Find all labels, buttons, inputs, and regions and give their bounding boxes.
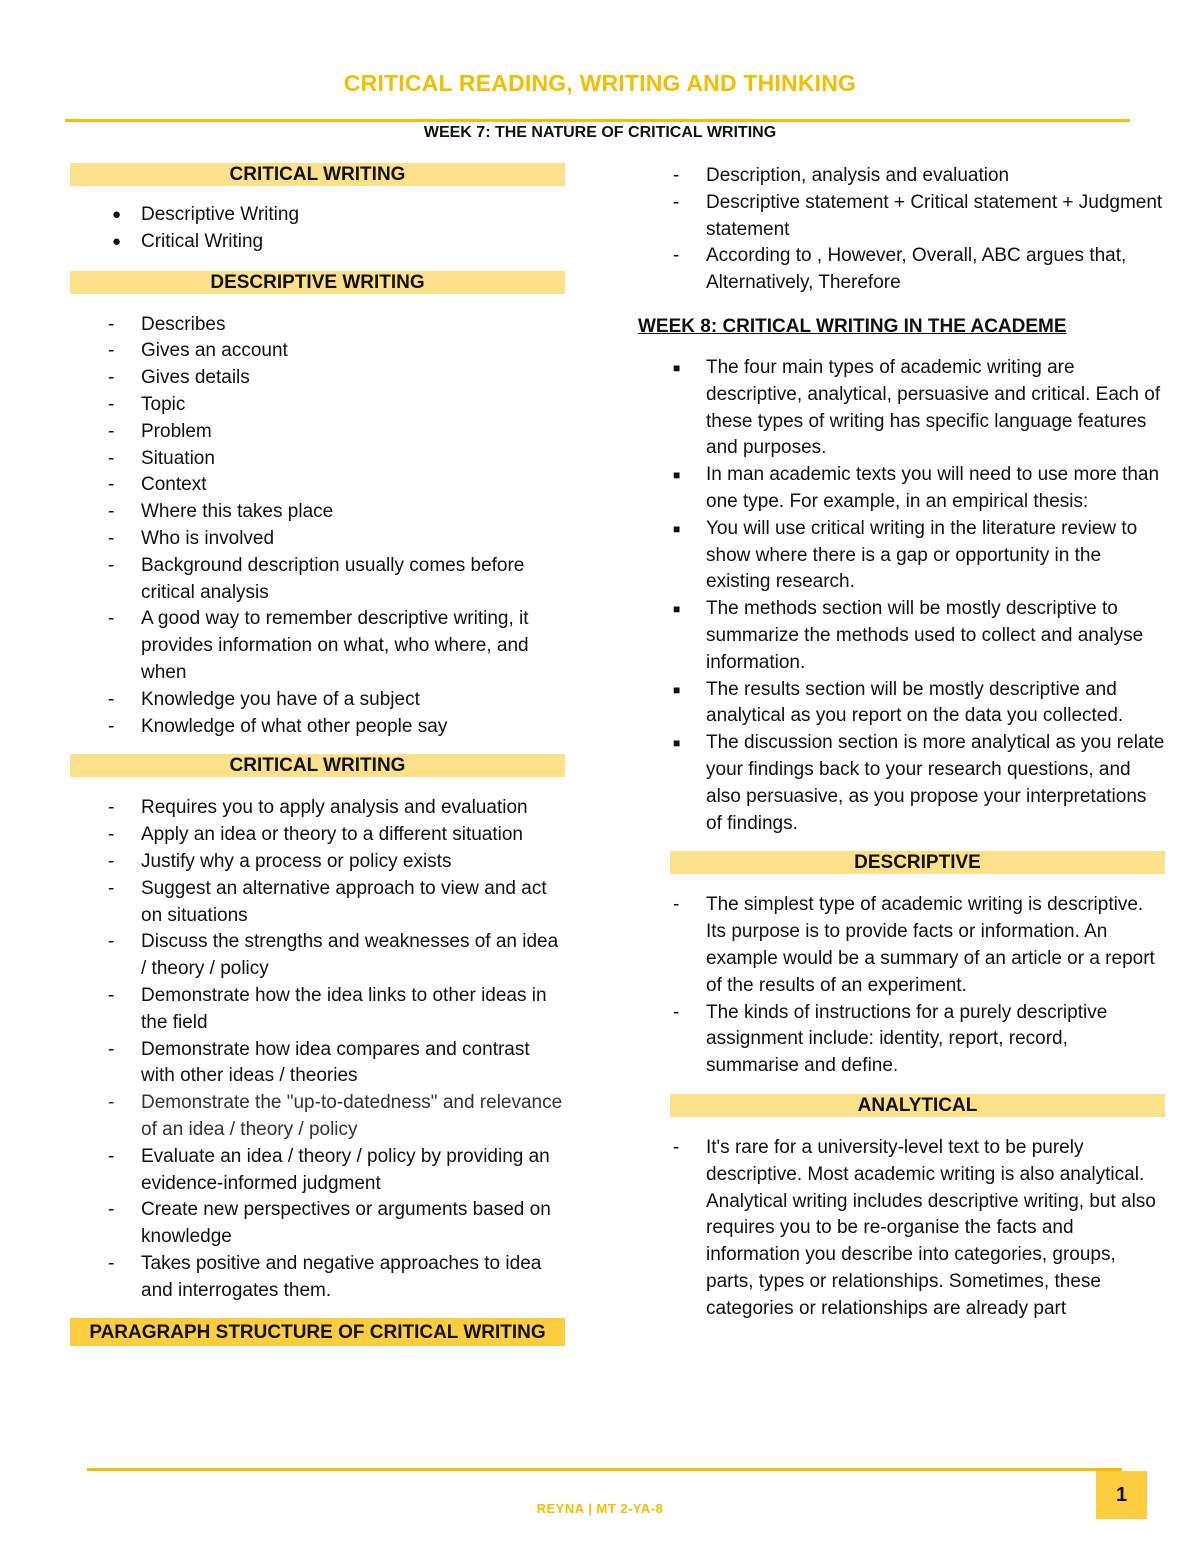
list-item: - According to , However, Overall, ABC argues that, Alternatively, Therefore (673, 245, 1127, 294)
list-item: ■ The methods section will be mostly descriptive to summarize the methods used to collect and analyse information. (673, 598, 1144, 673)
footer-rule (87, 1468, 1122, 1471)
list-item: ■ The four main types of academic writing are descriptive, analytical, persuasive and critical. Each of these types of writing has specific language features and purposes. (673, 356, 1161, 459)
list-item: - Takes positive and negative approaches to idea and interrogates them. (108, 1252, 542, 1301)
list-item: - Demonstrate how idea compares and contrast with other ideas / theories (108, 1038, 530, 1087)
square-bullet-icon: ■ (673, 682, 681, 697)
descriptive-list (670, 892, 1165, 1080)
critical-writing-heading-2: CRITICAL WRITING (70, 754, 565, 777)
square-bullet-icon: ■ (673, 602, 681, 617)
list-item: - Demonstrate the "up-to-datedness" and relevance of an idea / theory / policy (108, 1092, 563, 1140)
list-item: - Background description usually comes before critical analysis (108, 554, 525, 603)
list-item: - Topic (108, 393, 186, 415)
list-item: - A good way to remember descriptive writing, it provides information on what, who where, and when (108, 608, 529, 683)
square-bullet-icon: ■ (673, 360, 681, 375)
list-item: - The simplest type of academic writing is descriptive. Its purpose is to provide facts or information. An example would be a summary of an article or a report of the results of an experiment. (673, 894, 1155, 996)
list-item: - The kinds of instructions for a purely descriptive assignment include: identity, report, record, summarise and define. (673, 1001, 1108, 1077)
footer-text: REYNA | MT 2-YA-8 (536, 1501, 664, 1516)
paragraph-structure-heading: PARAGRAPH STRUCTURE OF CRITICAL WRITING (70, 1318, 565, 1346)
list-item: - Evaluate an idea / theory / policy by providing an evidence-informed judgment (108, 1145, 550, 1194)
descriptive-heading: DESCRIPTIVE (670, 851, 1165, 874)
critical-writing-details-list (70, 795, 565, 1304)
list-item: - Situation (108, 447, 215, 469)
critical-writing-list (70, 202, 565, 256)
list-item: - It's rare for a university-level text to be purely descriptive. Most academic writing is also analytical. Analytical writing includes descriptive writing, but also requires you to be re-organise the facts and information you describe into categories, groups, parts, types or relationships. Sometimes, these categories or relationships are already part (673, 1136, 1156, 1319)
list-item: ■ In man academic texts you will need to use more than one type. For example, in an empirical thesis: (673, 464, 1160, 512)
list-item: ● Critical Writing (70, 229, 565, 256)
week8-heading: WEEK 8: CRITICAL WRITING IN THE ACADEME (638, 315, 1067, 337)
left-column (70, 163, 565, 1346)
paragraph-structure-list (670, 163, 1165, 297)
list-item: - Where this takes place (108, 501, 334, 523)
list-item: - Gives an account (108, 340, 288, 362)
list-item: - Demonstrate how the idea links to other ideas in the field (108, 984, 547, 1033)
right-column (638, 163, 1165, 1322)
square-bullet-icon: ■ (673, 521, 681, 536)
list-item: - Describes (108, 313, 226, 335)
week7-heading: WEEK 7: THE NATURE OF CRITICAL WRITING (423, 124, 777, 141)
list-item: ● Descriptive Writing (70, 202, 565, 229)
bullet-icon: ● (112, 232, 122, 250)
header-rule (65, 119, 1130, 122)
list-item: - Gives details (108, 367, 250, 389)
list-item: - Suggest an alternative approach to view and act on situations (108, 877, 547, 926)
list-item: ■ You will use critical writing in the literature review to show where there is a gap or opportunity in the existing research. (673, 517, 1138, 593)
list-item: - Knowledge of what other people say (108, 715, 448, 737)
list-item: - Descriptive statement + Critical statement + Judgment statement (673, 191, 1163, 240)
list-item: ■ The discussion section is more analytical as you relate your findings back to your research questions, and also persuasive, as you propose your interpretations of findings. (673, 732, 1165, 834)
bullet-icon: ● (112, 206, 122, 223)
critical-writing-heading: CRITICAL WRITING (70, 163, 565, 186)
academic-writing-list (670, 355, 1165, 837)
list-item: - Description, analysis and evaluation (673, 165, 1010, 186)
document-title: CRITICAL READING, WRITING AND THINKING (343, 70, 857, 96)
list-item: - Who is involved (108, 527, 275, 549)
list-item: - Problem (108, 420, 212, 442)
analytical-heading: ANALYTICAL (670, 1094, 1165, 1117)
list-item: - Knowledge you have of a subject (108, 688, 420, 710)
list-item: - Create new perspectives or arguments based on knowledge (108, 1199, 551, 1248)
descriptive-writing-heading: DESCRIPTIVE WRITING (70, 271, 565, 294)
list-item: - Discuss the strengths and weaknesses of an idea / theory / policy (108, 931, 559, 980)
square-bullet-icon: ■ (673, 736, 681, 751)
list-item: - Requires you to apply analysis and evaluation (108, 797, 528, 819)
list-item: - Apply an idea or theory to a different situation (108, 824, 524, 846)
list-item: ■ The results section will be mostly descriptive and analytical as you report on the data you collected. (673, 678, 1124, 727)
page-number: 1 (1096, 1471, 1147, 1519)
square-bullet-icon: ■ (673, 468, 681, 483)
descriptive-writing-list (70, 312, 565, 741)
analytical-list (670, 1135, 1165, 1323)
list-item: - Context (108, 474, 207, 496)
list-item: - Justify why a process or policy exists (108, 850, 452, 872)
